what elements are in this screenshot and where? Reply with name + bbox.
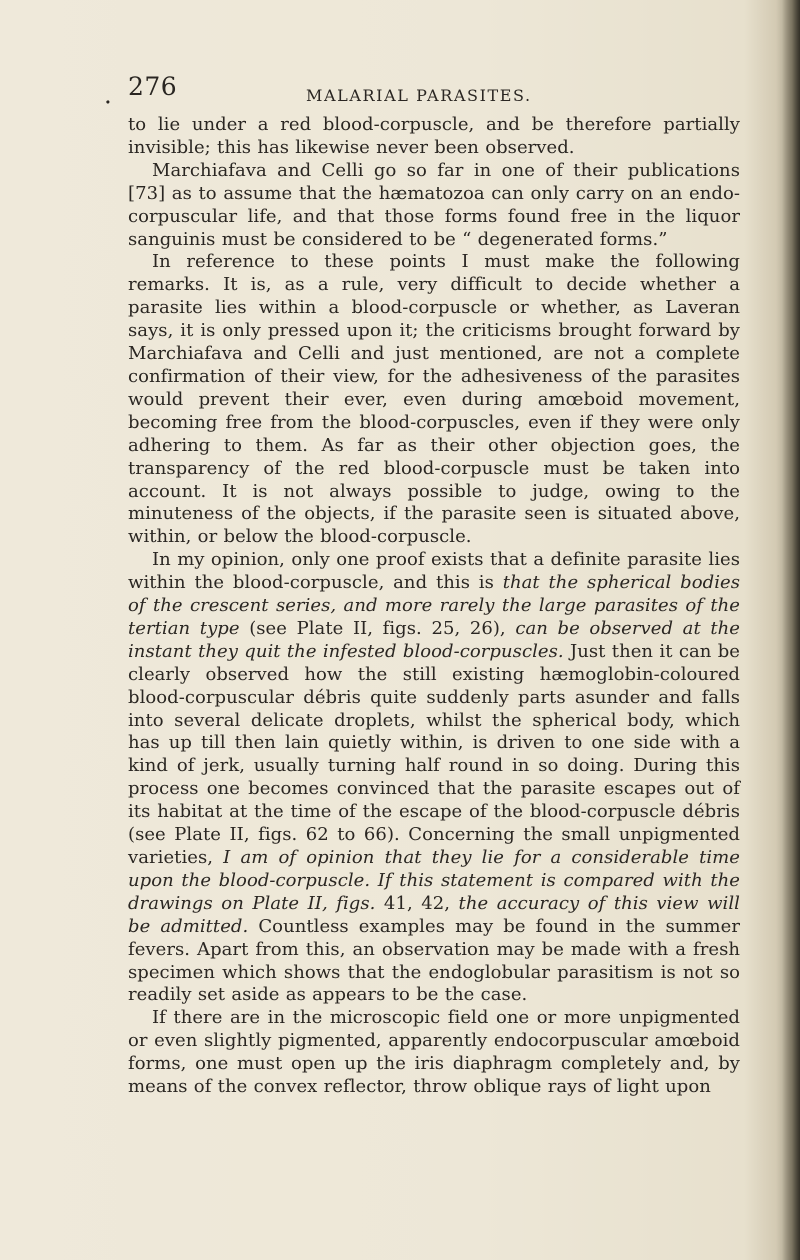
italic-text: that the spherical bodies of the crescent series, and more rarely the large parasites of the tertian type	[128, 572, 740, 639]
paragraph	[128, 549, 740, 1007]
paragraph	[128, 114, 740, 160]
stray-ink-mark: •	[102, 95, 115, 110]
paragraph	[128, 251, 740, 549]
paragraph	[128, 1007, 740, 1099]
page-header	[0, 0, 800, 110]
page-number: 276	[128, 72, 178, 101]
text-span: If there are in the microscopic field one or more unpigmented or even slightly pigmented, apparently endocorpuscular amœboid forms, one must open up the iris diaphragm completely and, by means of the convex reflector, throw oblique rays of light upon	[128, 1007, 740, 1098]
italic-text: I am of opinion that they lie for a considerable time upon the blood-corpuscle. If this statement is compared with the drawings on Plate II, figs.	[128, 847, 740, 914]
body-text	[128, 114, 740, 1099]
text-span: Just then it can be clearly observed how the still existing hæmoglobin-coloured blood-corpuscular débris quite suddenly parts asunder and falls into several delicate droplets, whilst the spherical body, which has up till then lain quietly within, is driven to one side with a kind of jerk, usually turning half round in so doing. During this process one becomes convinced that the parasite escapes out of its habitat at the time of the escape of the blood-corpuscle débris (see Plate II, figs. 62 to 66). Concerning the small unpigmented varieties,	[128, 640, 740, 868]
text-span: In reference to these points I must make the following remarks. It is, as a rule, very difficult to decide whether a parasite lies within a blood-corpuscle or whether, as Laveran says, it is only pressed upon it; the criticisms brought forward by Marchiafava and Celli and just mentioned, are not a complete confirmation of their view, for the adhesiveness of the parasites would prevent their ever, even during amœboid movement, becoming free from the blood-corpuscles, even if they were only adhering to them. As far as their other objection goes, the transparency of the red blood-corpuscle must be taken into account. It is not always possible to judge, owing to the minuteness of the objects, if the parasite seen is situated above, within, or below the blood-corpuscle.	[128, 251, 740, 548]
running-head: MALARIAL PARASITES.	[306, 86, 532, 105]
italic-text: the accuracy of this view will be admitted.	[128, 892, 740, 937]
text-span: to lie under a red blood-corpuscle, and be therefore partially invisible; this has likewise never been observed.	[128, 114, 740, 158]
text-span: Marchiafava and Celli go so far in one of their publications [73] as to assume that the hæmatozoa can only carry on an endo-corpuscular life, and that those forms found free in the liquor sanguinis must be considered to be “ degenerated forms.”	[128, 159, 740, 250]
paragraph	[128, 160, 740, 252]
page-edge-shadow	[782, 0, 800, 1260]
text-span: 41, 42,	[375, 892, 459, 914]
text-span: In my opinion, only one proof exists that a definite parasite lies within the blood-corpuscle, and this is	[128, 549, 740, 594]
italic-text: can be observed at the instant they quit the infested blood-corpuscles.	[128, 617, 740, 662]
text-span: (see Plate II, figs. 25, 26),	[239, 617, 516, 639]
text-span: Countless examples may be found in the summer fevers. Apart from this, an observation may be made with a fresh specimen which shows that the endoglobular parasitism is not so readily set aside as appears to be the case.	[128, 915, 740, 1006]
